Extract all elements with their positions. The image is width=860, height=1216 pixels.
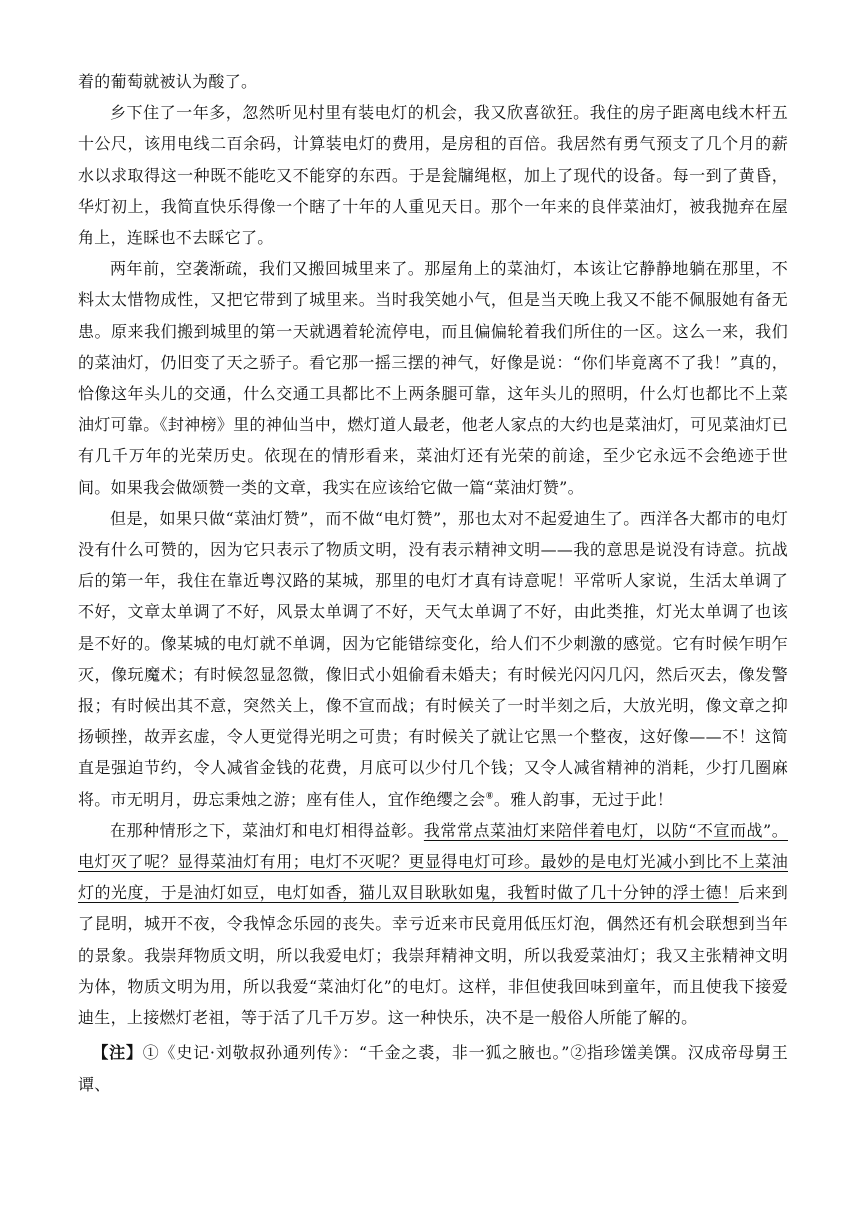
paragraph-3: 两年前，空袭渐疏，我们又搬回城里来了。那屋角上的菜油灯，本该让它静静地躺在那里，不料太太惜物成性，又把它带到了城里来。当时我笑她小气，但是当天晚上我又不能不佩服她有备无患。原来我们搬到城里的第一天就遇着轮流停电，而且偏偏轮着我们所住的一区。这么一来，我们的菜油灯，仍旧变了天之骄子。看它那一摇三摆的神气，好像是说：“你们毕竟离不了我！”真的，恰像这年头儿的交通，什么交通工具都比不上两条腿可靠，这年头儿的照明，什么灯也都比不上菜油灯可靠。《封神榜》里的神仙当中，燃灯道人最老，他老人家点的大约也是菜油灯，可见菜油灯已有几千万年的光荣历史。依现在的情形看来，菜油灯还有光荣的前途，至少它永远不会绝迹于世间。如果我会做颂赞一类的文章，我实在应该给它做一篇“菜油灯赞”。 (78, 259, 788, 497)
paragraph-5 (78, 815, 788, 1033)
paragraph-2: 乡下住了一年多，忽然听见村里有装电灯的机会，我又欣喜欲狂。我住的房子距离电线木杆五十公尺，该用电线二百余码，计算装电灯的费用，是房租的百倍。我居然有勇气预支了几个月的薪水以求取得这一种既不能吃又不能穿的东西。于是瓮牖绳枢，加上了现代的设备。每一到了黄昏，华灯初上，我简直快乐得像一个瞎了十年的人重见天日。那个一年来的良伴菜油灯，被我抛弃在屋角上，连睬也不去睬它了。 (78, 103, 788, 248)
paragraph-4 (78, 503, 788, 815)
paragraph-1: 着的葡萄就被认为酸了。 (78, 72, 258, 91)
footnote-text: ①《史记·刘敬叔孙通列传》：“千金之裘，非一狐之腋也。”②指珍馐美馔。汉成帝母舅王谭、 (78, 1043, 789, 1094)
paragraph-4-ending: 。雅人韵事，无过于此！ (493, 789, 674, 809)
paragraph-4-text: 但是，如果只做“菜油灯赞”，而不做“电灯赞”，那也太对不起爱迪生了。西洋各大都市的电灯没有什么可赞的，因为它只表示了物质文明，没有表示精神文明——我的意思是说没有诗意。抗战后的第一年，我住在靠近粤汉路的某城，那里的电灯才真有诗意呢！平常听人家说，生活太单调了不好，文章太单调了不好，风景太单调了不好，天气太单调了不好，由此类推，灯光太单调了也该是不好的。像某城的电灯就不单调，因为它能错综变化，给人们不少刺激的感觉。它有时候乍明乍灭，像玩魔术；有时候忽显忽微，像旧式小姐偷看未婚夫；有时候光闪闪几闪，然后灭去，像发警报；有时候出其不意，突然关上，像不宣而战；有时候关了一时半刻之后，大放光明，像文章之抑扬顿挫，故弄玄虚，令人更觉得光明之可贵；有时候关了就让它黑一个整夜，这好像——不！这简直是强迫节约，令人减省金钱的花费，月底可以少付几个钱；又令人减省精神的消耗，少打几圈麻将。市无明月，毋忘秉烛之游；座有佳人，宜作绝缨之会 (78, 508, 788, 809)
paragraph-5-rest: 后来到了昆明，城开不夜，令我悼念乐园的丧失。幸亏近来市民竟用低压灯泡，偶然还有机会联想到当年的景象。我崇拜物质文明，所以我爱电灯；我崇拜精神文明，所以我爱菜油灯；我又主张精神文明为体，物质文明为用，所以我爱“菜油灯化”的电灯。这样，非但使我回味到童年，而且使我下接爱迪生，上接燃灯老祖，等于活了几千万岁。这一种快乐，决不是一般俗人所能了解的。 (78, 883, 788, 1028)
paragraph-5-opening: 在那种情形之下，菜油灯和电灯相得益彰。 (110, 820, 424, 840)
document-page (78, 66, 788, 1100)
underlined-passage: 我常常点菜油灯来陪伴着电灯，以防“不宣而战”。电灯灭了呢？显得菜油灯有用；电灯不灭呢？更显得电灯可珍。最妙的是电灯光减小到比不上菜油灯的光度，于是油灯如豆，电灯如香，猫儿双目耿耿如鬼，我暂时做了几十分钟的浮士德！ (78, 820, 788, 903)
footnote-label: 【注】 (92, 1043, 143, 1063)
footnote-marker: ⑧ (485, 791, 494, 802)
footnote (78, 1037, 788, 1099)
